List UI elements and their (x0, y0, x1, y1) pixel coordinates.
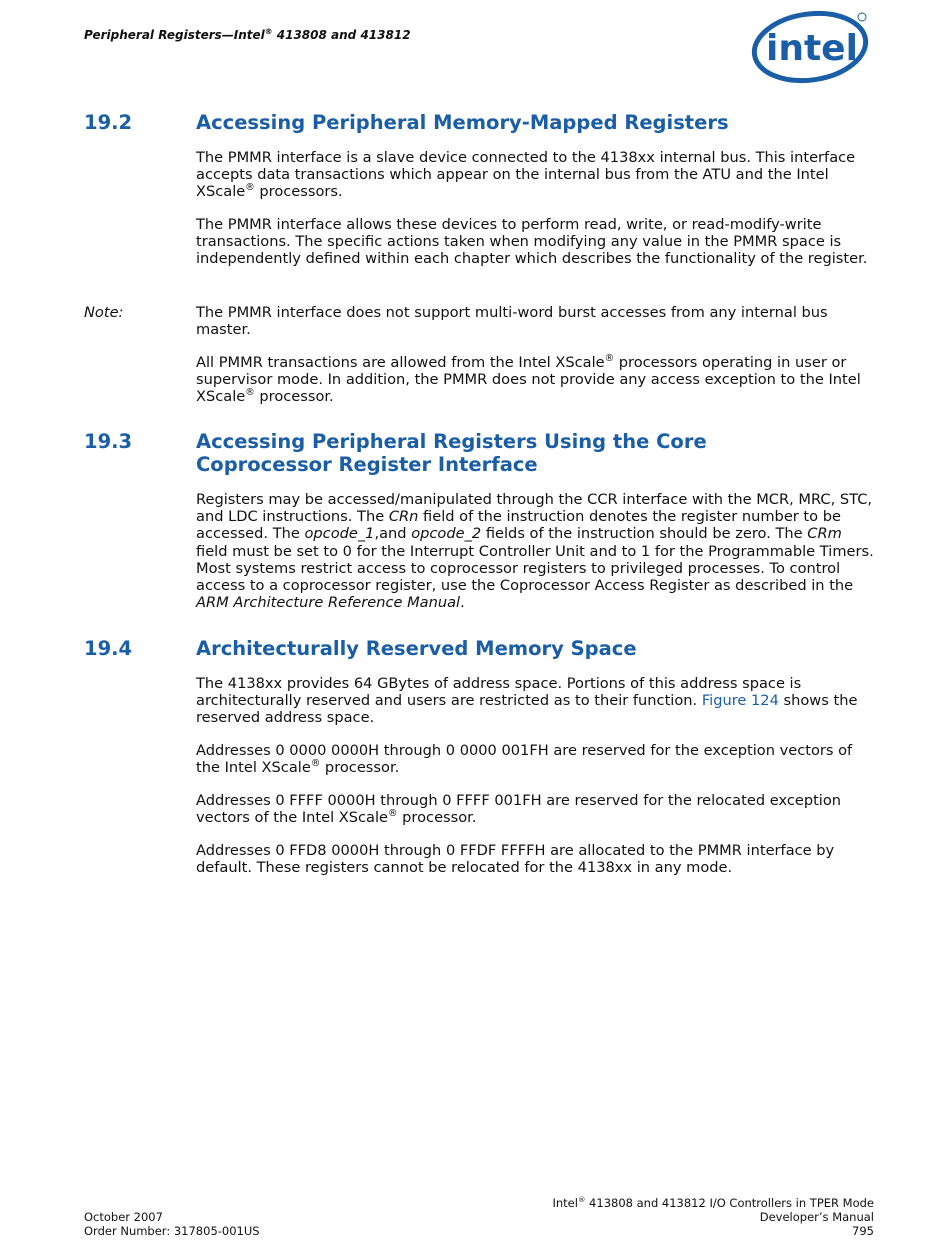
footer-document-title: Intel® 413808 and 413812 I/O Controllers in TPER Mode Developer’s Manual 795 (552, 1195, 874, 1238)
paragraph: Addresses 0 FFFF 0000H through 0 FFFF 001FH are reserved for the relocated exception vectors of the Intel XScale® processor. (196, 792, 842, 827)
paragraph: Registers may be accessed/manipulated through the CCR interface with the MCR, MRC, STC, and LDC instructions. The CRn field of the instruction denotes the register number to be accessed. The opcode_1,and opcode_2 fields of the instruction should be zero. The CRm field must be set to 0 for the Interrupt Controller Unit and to 1 for the Programmable Timers. Most systems restrict access to coprocessor registers to privileged processes. To control access to a coprocessor register, use the Coprocessor Access Register as described in the ARM Architecture Reference Manual. (196, 491, 874, 612)
paragraph: Addresses 0 0000 0000H through 0 0000 001FH are reserved for the exception vectors of the Intel XScale® processor. (196, 742, 853, 777)
note-text: The PMMR interface does not support multi-word burst accesses from any internal bus master. (196, 304, 828, 339)
section-number: 19.4 (84, 637, 133, 660)
footer-order-number: Order Number: 317805-001US (84, 1224, 260, 1238)
paragraph: The PMMR interface is a slave device connected to the 4138xx internal bus. This interface accepts data transactions which appear on the internal bus from the ATU and the Intel XScale® processors. (196, 149, 856, 201)
footer-date-order (84, 1210, 260, 1238)
running-header: Peripheral Registers—Intel® 413808 and 413812 (84, 27, 411, 42)
section-title: Accessing Peripheral Registers Using the Core Coprocessor Register Interface (196, 430, 707, 476)
page-number: 795 (852, 1224, 874, 1238)
footer-manual: Developer’s Manual (759, 1210, 874, 1224)
footer-date: October 2007 (84, 1210, 163, 1224)
intel-logo-icon (748, 4, 876, 88)
logo-wordmark: intel (766, 28, 858, 69)
paragraph: The PMMR interface allows these devices to perform read, write, or read-modify-write transactions. The specific actions taken when modifying any value in the PMMR space is independently defined within each chapter which describes the functionality of the register. (196, 216, 868, 268)
figure-124-link[interactable]: Figure 124 (701, 692, 779, 710)
paragraph: The 4138xx provides 64 GBytes of address space. Portions of this address space is architecturally reserved and users are restricted as to their function. Figure 124 shows the reserved address space. (196, 675, 858, 727)
paragraph: All PMMR transactions are allowed from the Intel XScale® processors operating in user or supervisor mode. In addition, the PMMR does not provide any access exception to the Intel XScale® processor. (196, 353, 861, 406)
note-label: Note: (84, 304, 124, 321)
paragraph: Addresses 0 FFD8 0000H through 0 FFDF FFFFH are allocated to the PMMR interface by default. These registers cannot be relocated for the 4138xx in any mode. (196, 842, 835, 877)
section-number: 19.2 (84, 111, 133, 134)
section-number: 19.3 (84, 430, 133, 453)
section-title: Accessing Peripheral Memory-Mapped Registers (196, 111, 729, 134)
intel-logo (748, 4, 876, 88)
section-title: Architecturally Reserved Memory Space (196, 637, 637, 660)
